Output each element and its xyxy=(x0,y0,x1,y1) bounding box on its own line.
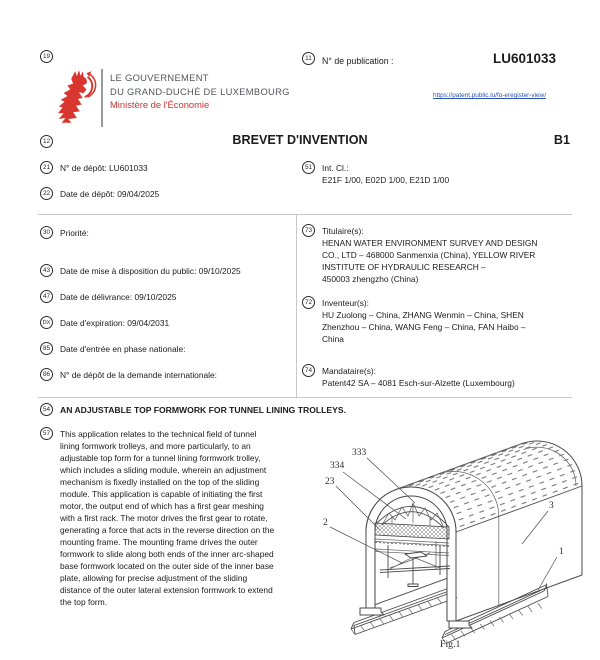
public-availability-row xyxy=(40,264,290,277)
grant-date-row xyxy=(40,290,290,303)
deposit-number-row xyxy=(40,161,290,174)
left-foot xyxy=(360,608,384,615)
public-availability-text: Date de mise à disposition du public: 09/10/2025 xyxy=(60,266,241,276)
figure-label-333: 333 xyxy=(352,448,367,458)
gov-line-2: DU GRAND-DUCHÉ DE LUXEMBOURG xyxy=(110,85,290,97)
inid-19-badge: 19 xyxy=(40,50,53,63)
inid-85-badge: 85 xyxy=(40,342,53,355)
holders-line: 450003 zhengzho (China) xyxy=(322,274,419,284)
international-filing-row xyxy=(40,368,290,381)
inid-72-badge: 72 xyxy=(302,296,315,309)
inid-43-badge: 43 xyxy=(40,264,53,277)
deposit-date: Date de dépôt: 09/04/2025 xyxy=(60,189,160,199)
table-column-rule xyxy=(296,214,297,397)
grant-date-text: Date de délivrance: 09/10/2025 xyxy=(60,292,177,302)
figure-label-2: 2 xyxy=(323,518,328,528)
inventors-row xyxy=(302,296,574,345)
publication-number: LU601033 xyxy=(492,51,556,66)
table-bottom-rule xyxy=(38,397,572,398)
holders-label: Titulaire(s): xyxy=(322,226,364,236)
inventors-label: Inventeur(s): xyxy=(322,298,370,308)
ministry-line: Ministère de l'Économie xyxy=(110,99,210,110)
national-phase-text: Date d'entrée en phase nationale: xyxy=(60,344,186,354)
gov-line-1: LE GOUVERNEMENT xyxy=(110,72,209,83)
priority-text: Priorité: xyxy=(60,228,89,238)
holders-line: INSTITUTE OF HYDRAULIC RESEARCH – xyxy=(322,262,486,272)
table-top-rule xyxy=(38,214,572,215)
invention-title: AN ADJUSTABLE TOP FORMWORK FOR TUNNEL LINING TROLLEYS. xyxy=(60,405,346,415)
int-cl-row xyxy=(302,161,572,186)
agent-label: Mandataire(s): xyxy=(322,366,376,376)
document-type-title: BREVET D'INVENTION xyxy=(232,133,368,147)
agent-row xyxy=(302,364,574,389)
luxembourg-lion-logo xyxy=(55,68,97,126)
right-foot xyxy=(449,621,472,628)
deposit-date-row xyxy=(40,187,290,200)
inid-21-badge: 21 xyxy=(40,161,53,174)
expiration-row xyxy=(40,316,290,329)
logo-divider xyxy=(101,69,103,127)
inid-12-badge: 12 xyxy=(40,135,53,148)
deposit-number: N° de dépôt: LU601033 xyxy=(60,163,148,173)
expiration-text: Date d'expiration: 09/04/2031 xyxy=(60,318,170,328)
holders-line: CO., LTD – 468000 Sanmenxia (China), YELLOW RIVER xyxy=(322,250,536,260)
government-wordmark xyxy=(110,71,290,112)
figure-label-1: 1 xyxy=(559,547,564,557)
inventors-line: HU Zuolong – China, ZHANG Wenmin – China, SHEN xyxy=(322,310,524,320)
abstract-text: This application relates to the technical field of tunnel lining formwork trolleys, and more particularly, to an adjustable top form for a tunnel lining formwork trolley, which includes a sliding module, wherein an adjustment mechanism is fixedly installed on the top of the sliding module. This application is capable of initiating the first motor, the output end of which has a first gear meshing with a first rack. The motor drives the first gear to rotate, generating a force that acts in the reverse direction on the mounting frame. The mounting frame drives the outer formwork to slide along both ends of the inner arc-shaped base formwork located on the outer side of the inner base plate, allowing for precise adjustment of the sliding distance of the outer lateral extension formwork to extend the top form. xyxy=(60,429,275,607)
figure-label-334: 334 xyxy=(330,461,345,471)
figure-label-23: 23 xyxy=(325,477,335,487)
inventors-line: China xyxy=(322,334,344,344)
national-phase-row xyxy=(40,342,290,355)
abstract-block xyxy=(40,427,302,608)
figure-caption: Fig.1 xyxy=(440,639,461,650)
international-filing-text: N° de dépôt de la demande internationale: xyxy=(60,370,218,380)
inid-22-badge: 22 xyxy=(40,187,53,200)
inid-74-badge: 74 xyxy=(302,364,315,377)
inid-57-badge: 57 xyxy=(40,427,53,440)
inid-86-badge: 86 xyxy=(40,368,53,381)
inid-30-badge: 30 xyxy=(40,226,53,239)
priority-row xyxy=(40,226,280,239)
agent-line: Patent42 SA – 4081 Esch-sur-Alzette (Luxembourg) xyxy=(322,378,515,388)
inid-dx-badge: DX xyxy=(40,316,53,329)
kind-code: B1 xyxy=(553,133,570,147)
inid-47-badge: 47 xyxy=(40,290,53,303)
publication-label: N° de publication : xyxy=(322,56,394,66)
inid-51-badge: 51 xyxy=(302,161,315,174)
inventors-line: Zhenzhou – China, WANG Feng – China, FAN Haibo – xyxy=(322,322,526,332)
figure-label-3: 3 xyxy=(549,501,554,511)
int-cl-label: Int. Cl.: xyxy=(322,163,349,173)
inid-11-badge: 11 xyxy=(302,52,315,65)
int-cl-value: E21F 1/00, E02D 1/00, E21D 1/00 xyxy=(322,175,450,185)
holders-line: HENAN WATER ENVIRONMENT SURVEY AND DESIGN xyxy=(322,238,538,248)
eregister-link[interactable]: https://patent.public.lu/fo-eregister-view/ xyxy=(433,92,546,99)
holders-row xyxy=(302,224,574,285)
invention-title-row xyxy=(40,403,580,416)
inid-73-badge: 73 xyxy=(302,224,315,237)
inid-54-badge: 54 xyxy=(40,403,53,416)
